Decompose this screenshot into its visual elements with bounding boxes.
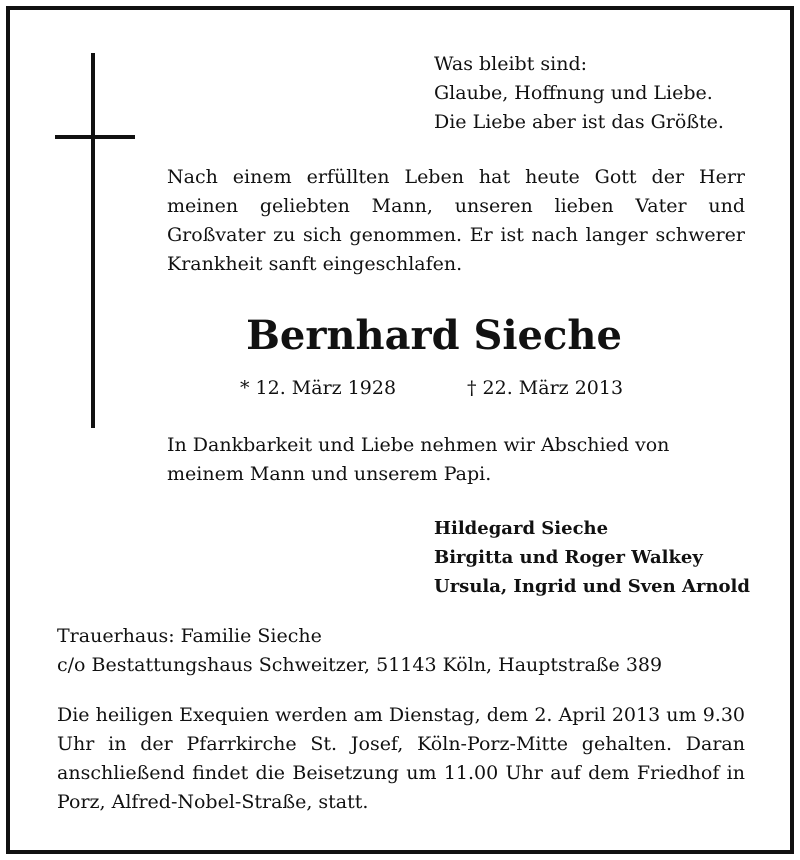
funeral-service-paragraph: Die heiligen Exequien werden am Dienstag, dem 2. April 2013 um 9.30 Uhr in der Pfarrkirche St. Josef, Köln-Porz-Mitte gehalten. Daran anschließend findet die Beisetzung um 11.00 Uhr auf dem Friedhof in Porz, Alfred-Nobel-Straße, statt. [57,704,745,813]
cross-icon-crossbar [55,135,135,139]
mourner-name: Ursula, Ingrid und Sven Arnold [434,576,750,597]
cross-icon [91,53,95,428]
bible-verse-line: Die Liebe aber ist das Größte. [434,111,724,133]
mourner-name: Birgitta und Roger Walkey [434,547,703,568]
intro-paragraph: Nach einem erfüllten Leben hat heute Gott der Herr meinen geliebten Mann, unseren lieben Vater und Großvater zu sich genommen. Er ist nach langer schwerer Krankheit sanft eingeschlafen. [167,166,745,275]
death-date: † 22. März 2013 [467,377,624,399]
birth-date: * 12. März 1928 [240,377,397,399]
farewell-paragraph: In Dankbarkeit und Liebe nehmen wir Abschied von meinem Mann und unserem Papi. [167,434,670,485]
bible-verse-line: Glaube, Hoffnung und Liebe. [434,82,713,104]
mourners-list [434,514,750,601]
mourning-house-address [57,622,662,680]
deceased-name: Bernhard Sieche [246,312,622,359]
mourner-name: Hildegard Sieche [434,518,609,539]
mourning-house-line: c/o Bestattungshaus Schweitzer, 51143 Köln, Hauptstraße 389 [57,654,663,676]
bible-verse-line: Was bleibt sind: [434,53,588,75]
mourning-house-line: Trauerhaus: Familie Sieche [57,625,322,647]
bible-verse [434,50,724,137]
